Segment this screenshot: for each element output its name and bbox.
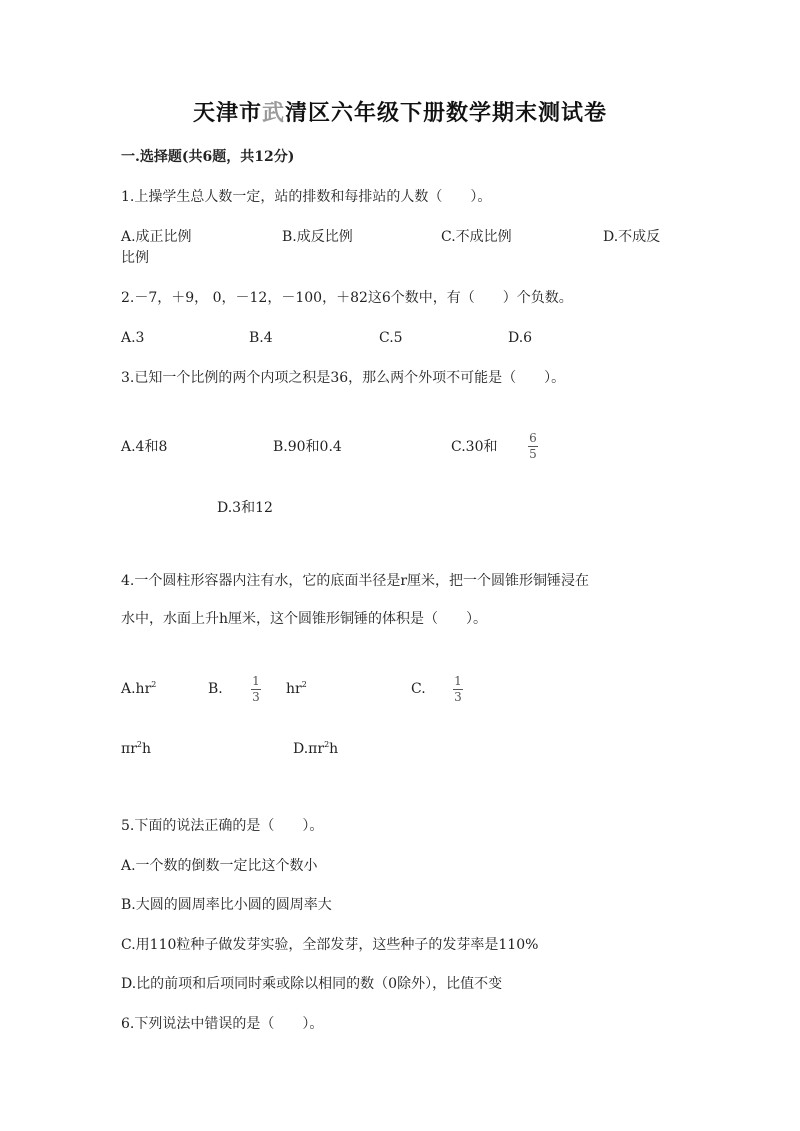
q4-option-c-cont-text: πr xyxy=(121,741,137,757)
q4-option-d-tail: h xyxy=(329,741,339,757)
q4-option-d xyxy=(293,740,338,758)
q2-option-d: D.6 xyxy=(508,330,533,346)
q1-option-d: D.不成反 xyxy=(603,229,661,245)
fraction-numerator: 1 xyxy=(454,674,462,688)
q1-option-b: B.成反比例 xyxy=(282,229,353,245)
fraction-denominator: 3 xyxy=(252,690,260,704)
fraction-numerator: 6 xyxy=(529,431,537,445)
q5-option-a: A.一个数的倒数一定比这个数小 xyxy=(121,858,318,874)
q4-option-b-fraction xyxy=(251,675,261,704)
q3-option-c: C.30和 xyxy=(451,439,498,455)
q3-option-a: A.4和8 xyxy=(121,439,168,455)
q1-stem: 1.上操学生总人数一定，站的排数和每排站的人数（ ）。 xyxy=(121,189,492,205)
q4-stem-line1: 4.一个圆柱形容器内注有水，它的底面半径是r厘米，把一个圆锥形铜锤浸在 xyxy=(121,573,590,589)
q4-option-a xyxy=(121,680,156,698)
q4-option-d-text: D.πr xyxy=(293,741,325,757)
q3-option-c-fraction xyxy=(528,432,538,461)
q5-stem: 5.下面的说法正确的是（ ）。 xyxy=(121,818,324,834)
page-title xyxy=(0,98,800,128)
title-faded-char: 武 xyxy=(261,100,285,126)
q2-option-b: B.4 xyxy=(249,330,273,346)
q3-option-b: B.90和0.4 xyxy=(273,439,342,455)
q4-option-c-continuation xyxy=(121,740,151,758)
q4-option-a-text: A.hr xyxy=(121,681,152,697)
exponent: 2 xyxy=(136,740,142,749)
exponent: 2 xyxy=(324,740,330,749)
fraction-numerator: 1 xyxy=(252,674,260,688)
q6-stem: 6.下列说法中错误的是（ ）。 xyxy=(121,1016,324,1032)
q1-option-d-wrap: 比例 xyxy=(121,250,149,266)
q4-option-b-tail-text: hr xyxy=(286,681,302,697)
q4-option-c-fraction xyxy=(453,675,463,704)
q2-stem: 2.－7，＋9， 0，－12，－100，＋82这6个数中，有（ ）个负数。 xyxy=(121,290,573,306)
title-part-2: 清区六年级下册数学期末测试卷 xyxy=(285,100,608,126)
q4-option-c: C. xyxy=(411,681,426,697)
q1-option-c: C.不成比例 xyxy=(441,229,512,245)
q3-stem: 3.已知一个比例的两个内项之积是36，那么两个外项不可能是（ ）。 xyxy=(121,370,566,386)
q5-option-d: D.比的前项和后项同时乘或除以相同的数（0除外），比值不变 xyxy=(121,976,503,992)
q4-stem-line2: 水中，水面上升h厘米，这个圆锥形铜锤的体积是（ ）。 xyxy=(121,611,488,627)
exponent: 2 xyxy=(301,680,307,689)
q2-option-c: C.5 xyxy=(379,330,403,346)
exponent: 2 xyxy=(151,680,157,689)
fraction-denominator: 5 xyxy=(529,447,537,461)
q3-option-d: D.3和12 xyxy=(217,500,273,516)
q5-option-b: B.大圆的圆周率比小圆的圆周率大 xyxy=(121,897,332,913)
q2-option-a: A.3 xyxy=(121,330,145,346)
q4-option-b: B. xyxy=(208,681,223,697)
section-heading: 一.选择题(共6题，共12分) xyxy=(121,149,295,165)
q1-option-a: A.成正比例 xyxy=(121,229,192,245)
title-part-1: 天津市 xyxy=(192,100,262,126)
fraction-denominator: 3 xyxy=(454,690,462,704)
q4-option-c-cont-tail: h xyxy=(142,741,152,757)
q5-option-c: C.用110粒种子做发芽实验，全部发芽，这些种子的发芽率是110% xyxy=(121,937,539,953)
q4-option-b-tail xyxy=(286,680,307,698)
